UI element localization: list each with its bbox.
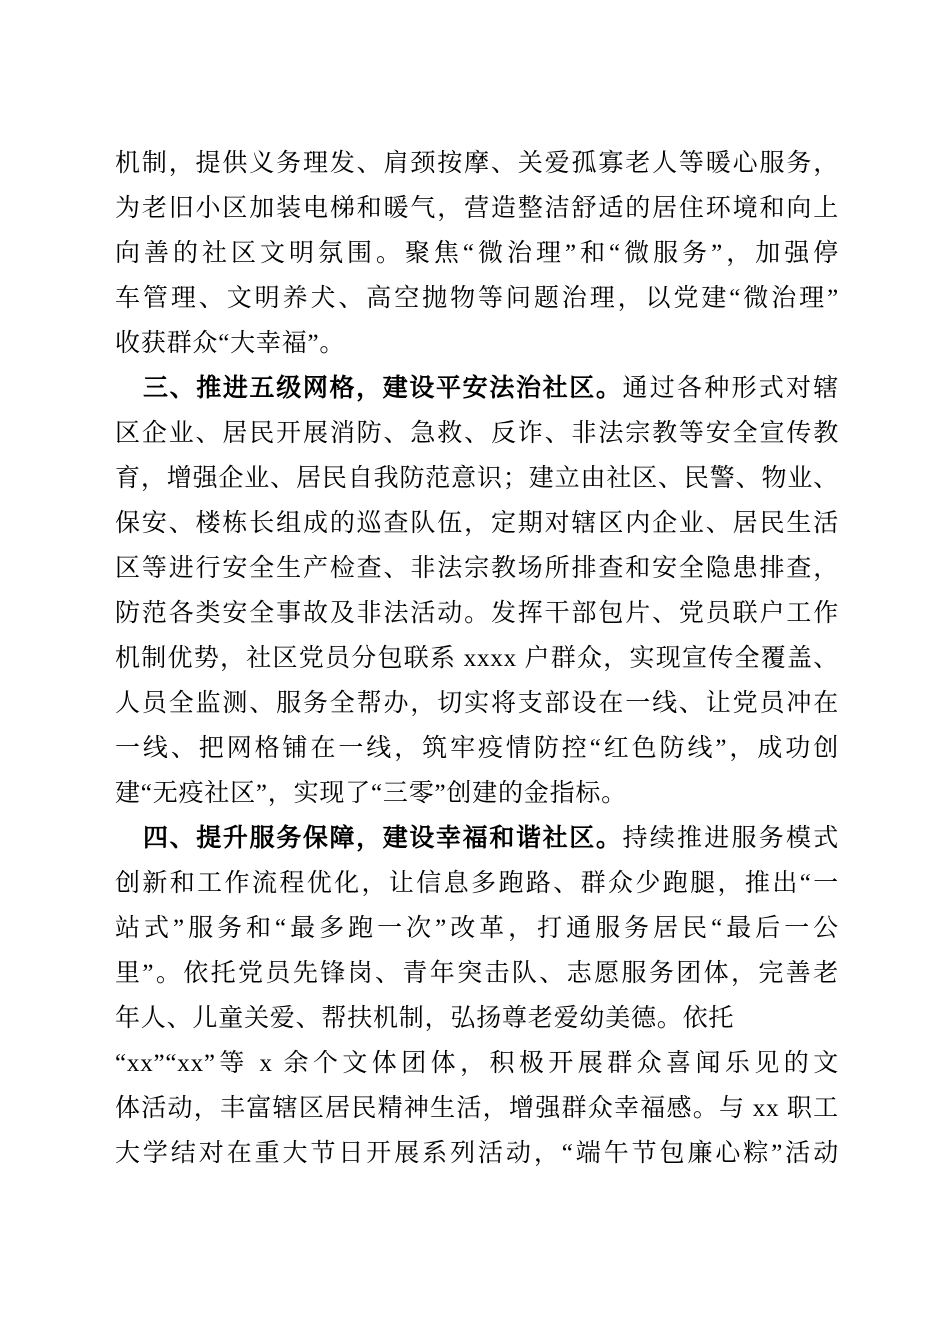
body-text: 一线、把网格铺在一线，筑牢疫情防控“红色防线”，成功创 [115,735,839,762]
text-line [115,771,839,816]
body-text: 创新和工作流程优化，让信息多跑路、群众少跑腿，推出“一 [115,870,839,897]
text-line [115,996,839,1041]
body-text: 年人、儿童关爱、帮扶机制，弘扬尊老爱幼美德。依托 [115,1005,735,1032]
text-line [115,411,839,456]
body-text: 机制，提供义务理发、肩颈按摩、关爱孤寡老人等暖心服务， [115,150,839,177]
text-line [115,231,839,276]
text-line [115,816,839,861]
text-line [115,906,839,951]
body-text: 人员全监测、服务全帮办，切实将支部设在一线、让党员冲在 [115,690,839,717]
body-text: 机制优势，社区党员分包联系 xxxx 户群众，实现宣传全覆盖、 [115,645,839,672]
text-line [115,591,839,636]
body-text: 育，增强企业、居民自我防范意识；建立由社区、民警、物业、 [115,465,839,492]
document-body [115,141,839,1176]
text-line [115,951,839,996]
body-text: 收获群众“大幸福”。 [115,330,346,357]
text-line [115,321,839,366]
body-text: 建“无疫社区”，实现了“三零”创建的金指标。 [115,780,627,807]
text-line [115,1131,839,1176]
body-text: “xx”“xx”等 x 余个文体团体，积极开展群众喜闻乐见的文 [115,1050,839,1077]
text-line [115,276,839,321]
text-line [115,1041,839,1086]
text-line [115,861,839,906]
body-text: 站式”服务和“最多跑一次”改革，打通服务居民“最后一公 [115,915,839,942]
body-text: 保安、楼栋长组成的巡查队伍，定期对辖区内企业、居民生活 [115,510,839,537]
body-text: 向善的社区文明氛围。聚焦“微治理”和“微服务”，加强停 [115,240,839,267]
body-text: 大学结对在重大节日开展系列活动，“端午节包廉心粽”活动 [115,1140,839,1167]
text-line [115,681,839,726]
text-line [115,366,839,411]
body-text: 车管理、文明养犬、高空抛物等问题治理，以党建“微治理” [115,285,839,312]
text-line [115,456,839,501]
body-text: 持续推进服务模式 [622,825,839,852]
body-text: 里”。依托党员先锋岗、青年突击队、志愿服务团体，完善老 [115,960,839,987]
text-line [115,1086,839,1131]
body-text: 体活动，丰富辖区居民精神生活，增强群众幸福感。与 xx 职工 [115,1095,839,1122]
section-heading: 三、推进五级网格，建设平安法治社区。 [143,374,623,402]
body-text: 为老旧小区加装电梯和暖气，营造整洁舒适的居住环境和向上 [115,195,839,222]
text-line [115,546,839,591]
body-text: 防范各类安全事故及非法活动。发挥干部包片、党员联户工作 [115,600,839,627]
text-line [115,141,839,186]
paragraph-section-4 [115,816,839,1176]
body-text: 区企业、居民开展消防、急救、反诈、非法宗教等安全宣传教 [115,420,839,447]
section-heading: 四、提升服务保障，建设幸福和谐社区。 [143,824,623,852]
text-line [115,726,839,771]
text-line [115,501,839,546]
text-line [115,636,839,681]
body-text: 通过各种形式对辖 [622,375,839,402]
paragraph-continuation [115,141,839,366]
text-line [115,186,839,231]
paragraph-section-3 [115,366,839,816]
body-text: 区等进行安全生产检查、非法宗教场所排查和安全隐患排查， [115,555,839,582]
